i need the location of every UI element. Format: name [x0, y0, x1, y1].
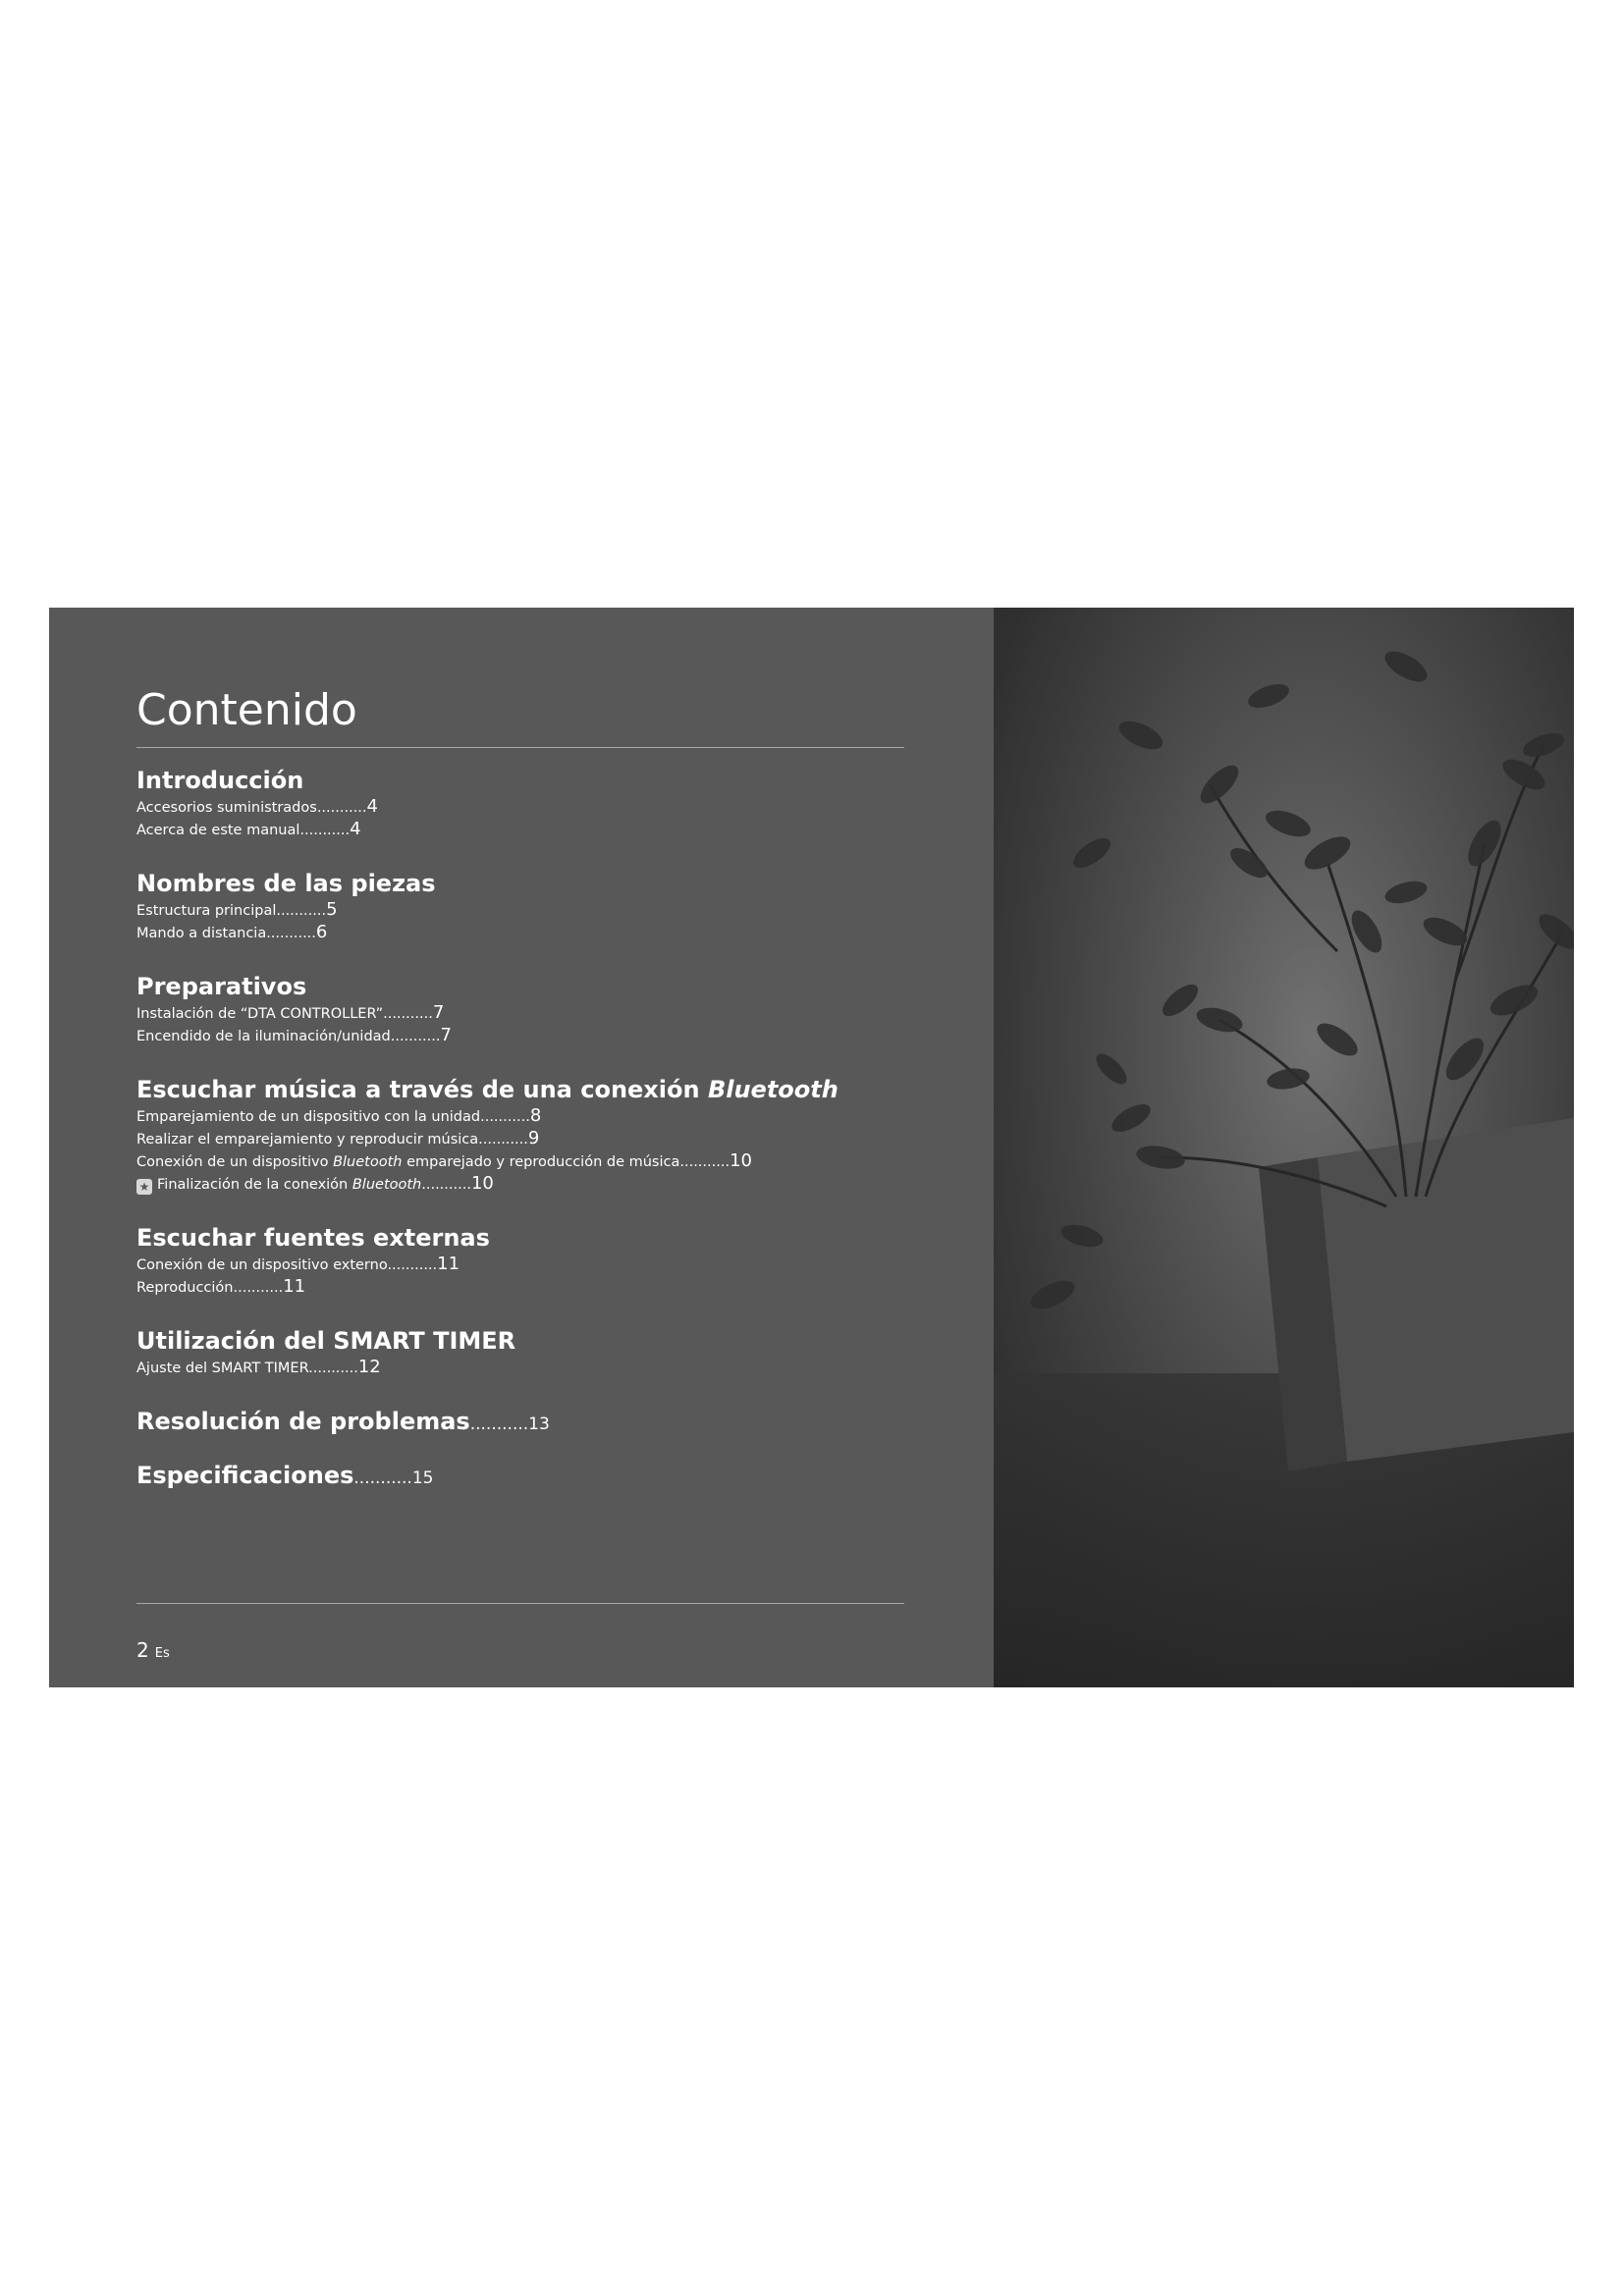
contents-panel — [49, 608, 994, 1687]
toc-entry[interactable]: ★ Finalización de la conexión Bluetooth...........10 — [136, 1173, 912, 1196]
page-number: 6 — [315, 922, 328, 942]
toc-section-introduccion — [136, 765, 912, 841]
toc-entry[interactable]: Emparejamiento de un dispositivo con la unidad...........8 — [136, 1105, 542, 1126]
toc-entry[interactable]: Ajuste del SMART TIMER...........12 — [136, 1357, 381, 1377]
page-number: 13 — [528, 1415, 550, 1434]
page-number: 5 — [326, 899, 338, 920]
toc-entry[interactable]: Conexión de un dispositivo externo...........11 — [136, 1254, 460, 1274]
toc-entry[interactable]: Instalación de “DTA CONTROLLER”...........7 — [136, 1002, 445, 1023]
toc-section-nombres — [136, 868, 912, 944]
toc-entry[interactable]: Reproducción...........11 — [136, 1276, 306, 1297]
page-number: 7 — [440, 1025, 452, 1045]
toc-entry[interactable]: Conexión de un dispositivo Bluetooth emparejado y reproducción de música...........10 — [136, 1150, 752, 1171]
plant-illustration — [994, 608, 1574, 1687]
section-heading[interactable]: Escuchar música a través de una conexión Bluetooth — [136, 1076, 839, 1103]
folio-page-number: 2 — [136, 1638, 149, 1662]
footer-rule — [136, 1603, 904, 1604]
section-heading[interactable]: Nombres de las piezas — [136, 870, 436, 897]
page-number: 8 — [529, 1105, 542, 1126]
toc-entry[interactable]: Accesorios suministrados...........4 — [136, 796, 378, 817]
section-heading[interactable]: Escuchar fuentes externas — [136, 1224, 490, 1252]
toc-spread — [49, 608, 1574, 1687]
toc-entry[interactable]: Acerca de este manual...........4 — [136, 819, 361, 839]
toc-section-especificaciones[interactable]: Especificaciones...........15 — [136, 1462, 434, 1489]
section-heading[interactable]: Utilización del SMART TIMER — [136, 1327, 516, 1355]
page-number: 12 — [357, 1357, 381, 1377]
toc-section-fuentes-externas — [136, 1222, 912, 1299]
toc-entry[interactable]: Estructura principal...........5 — [136, 899, 338, 920]
table-of-contents — [136, 765, 912, 1514]
folio-language: Es — [154, 1646, 170, 1661]
page-folio — [136, 1638, 170, 1662]
page-number: 11 — [283, 1276, 306, 1297]
toc-section-preparativos — [136, 971, 912, 1047]
page-number: 7 — [432, 1002, 445, 1023]
toc-section-resolucion[interactable]: Resolución de problemas...........13 — [136, 1408, 550, 1435]
star-icon: ★ — [136, 1179, 152, 1195]
toc-section-bluetooth — [136, 1074, 912, 1196]
toc-entry[interactable]: Realizar el emparejamiento y reproducir música...........9 — [136, 1128, 540, 1148]
page-number: 15 — [411, 1468, 434, 1488]
page-number: 4 — [366, 796, 378, 817]
page-number: 10 — [470, 1173, 494, 1194]
page-number: 11 — [437, 1254, 460, 1274]
section-heading[interactable]: Preparativos — [136, 973, 307, 1000]
section-heading[interactable]: Introducción — [136, 767, 304, 794]
toc-entry[interactable]: Encendido de la iluminación/unidad...........7 — [136, 1025, 452, 1045]
toc-section-smart-timer — [136, 1325, 912, 1379]
page-number: 9 — [527, 1128, 540, 1148]
page-number: 10 — [730, 1150, 752, 1171]
page-number: 4 — [350, 819, 361, 839]
page-title: Contenido — [136, 685, 357, 735]
toc-entry[interactable]: Mando a distancia...........6 — [136, 922, 328, 942]
potted-plant-image — [994, 608, 1574, 1687]
title-rule — [136, 747, 904, 748]
